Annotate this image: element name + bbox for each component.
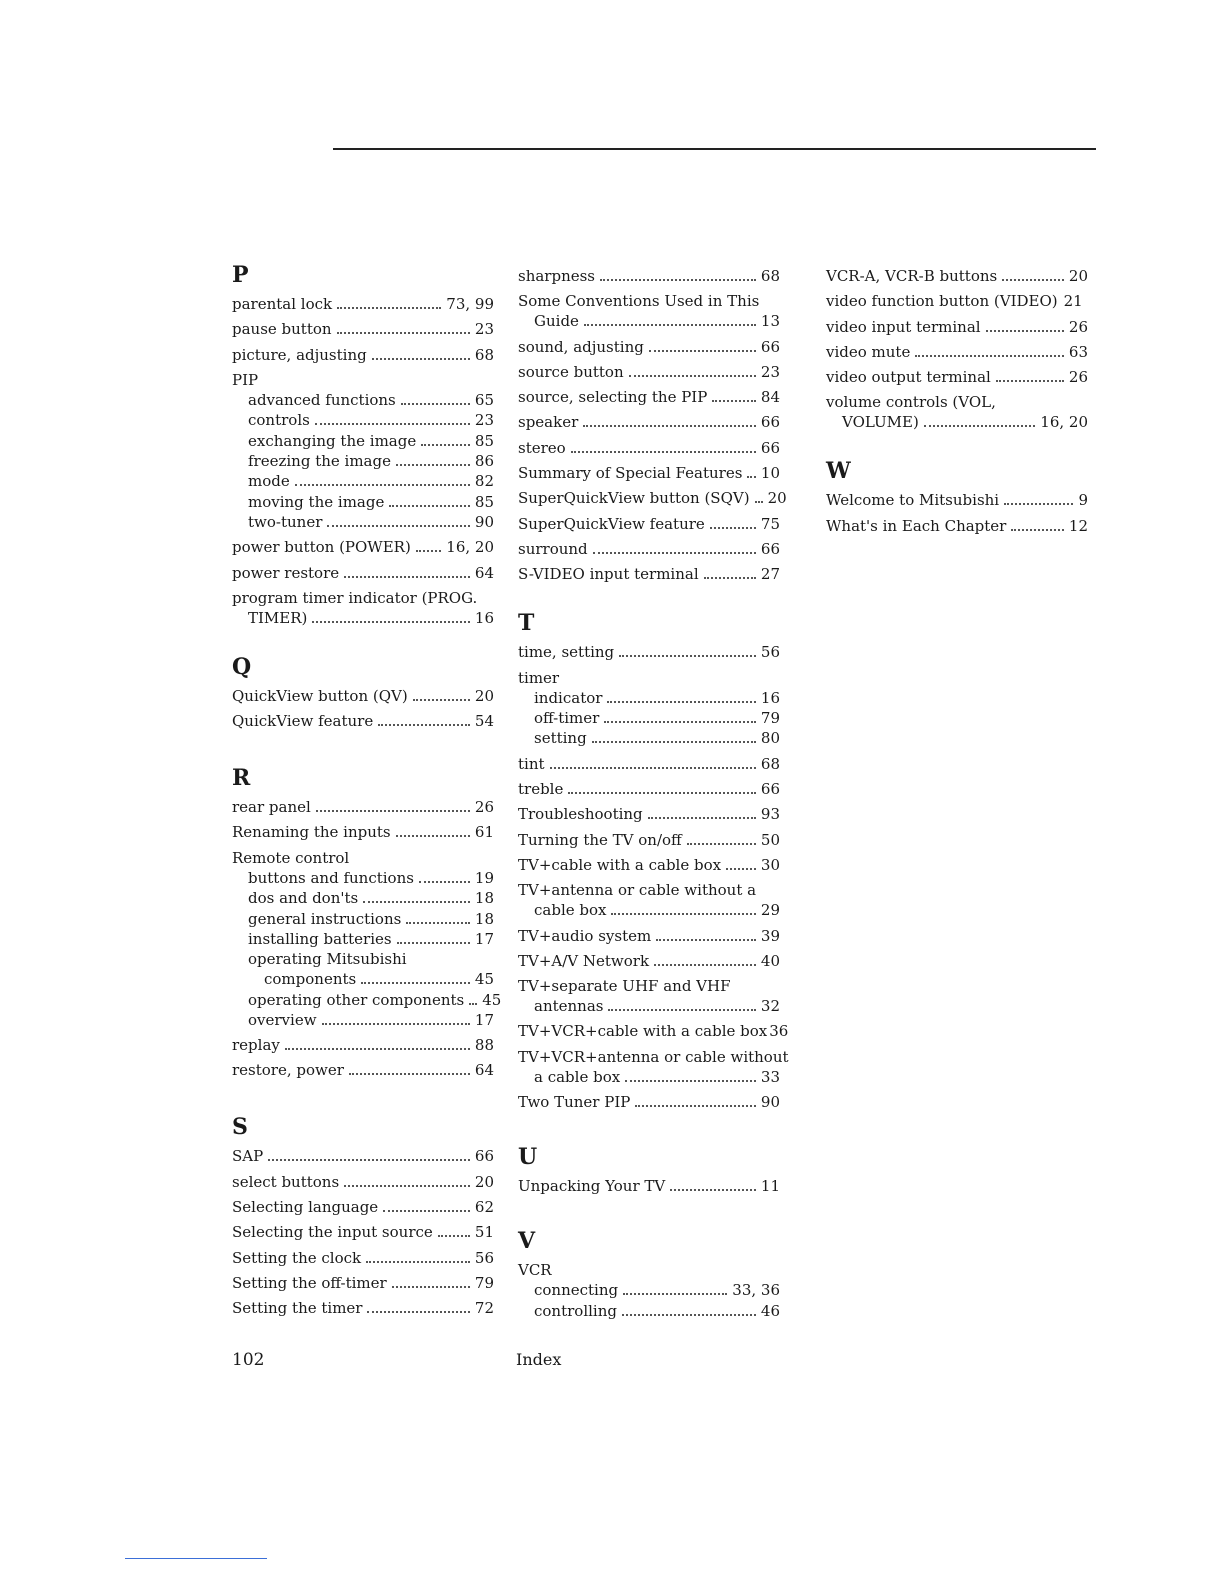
index-subentry (232, 929, 494, 949)
entry-pages: 66 (760, 438, 780, 457)
index-subentry (518, 708, 780, 728)
index-entry (232, 1273, 494, 1293)
index-section-s (232, 1114, 494, 1318)
page-number: 102 (232, 1350, 265, 1370)
index-section-r (232, 765, 502, 1080)
section-letter: T (518, 610, 535, 637)
section-letter: R (232, 765, 251, 792)
entry-pages: 54 (474, 712, 494, 731)
entry-label: moving the image (248, 492, 385, 511)
entry-label: dos and don'ts (248, 889, 359, 908)
entry-pages: 86 (474, 452, 494, 471)
entry-label-line2: Guide (534, 312, 579, 331)
header-rule (333, 148, 1096, 150)
index-subentry (232, 888, 494, 908)
entry-label: setting (534, 729, 587, 748)
entry-pages: 33, 36 (732, 1281, 780, 1300)
index-entry (232, 537, 494, 557)
entry-label: S-VIDEO input terminal (518, 565, 699, 584)
index-subentry (232, 410, 494, 430)
index-entry (518, 387, 780, 407)
entry-pages: 66 (760, 539, 780, 558)
index-entry (518, 951, 780, 971)
entry-pages: 23 (474, 320, 494, 339)
index-entry (518, 463, 780, 483)
entry-label: Setting the clock (232, 1248, 362, 1267)
index-entry (232, 822, 494, 842)
entry-label: SuperQuickView button (SQV) (518, 489, 750, 508)
entry-label: source button (518, 362, 624, 381)
section-letter: P (232, 262, 249, 288)
entry-label: connecting (534, 1281, 619, 1300)
entry-label-line1: volume controls (VOL, (826, 393, 996, 412)
index-entry (232, 563, 494, 583)
index-entry (826, 490, 1088, 510)
index-entry (518, 830, 780, 850)
index-subentry (518, 688, 780, 708)
index-section-v-continued (826, 266, 1088, 432)
index-subentry (232, 868, 494, 888)
entry-label: video input terminal (826, 317, 981, 336)
entry-pages: 68 (760, 267, 780, 285)
entry-pages: 61 (474, 823, 494, 842)
entry-pages: 68 (760, 754, 780, 773)
entry-pages: 90 (760, 1093, 780, 1112)
index-subentry (232, 512, 494, 532)
entry-pages: 17 (474, 1010, 494, 1029)
index-entry (518, 1021, 789, 1041)
entry-pages: 85 (474, 492, 494, 511)
entry-pages: 64 (474, 1061, 494, 1080)
index-subentry (232, 990, 502, 1010)
entry-pages: 56 (760, 643, 780, 662)
entry-label: video output terminal (826, 368, 991, 387)
entry-pages: 26 (1068, 368, 1088, 387)
index-subentry (232, 1010, 494, 1030)
entry-label: VCR-A, VCR-B buttons (826, 267, 998, 285)
index-entry-heading (518, 1260, 780, 1280)
entry-label: tint (518, 754, 545, 773)
entry-pages: 32 (760, 997, 780, 1016)
entry-pages: 18 (474, 909, 494, 928)
index-entry (518, 804, 780, 824)
entry-label: Renaming the inputs (232, 823, 391, 842)
entry-pages: 45 (474, 970, 494, 989)
index-entry (518, 514, 780, 534)
index-entry-wrapped (518, 976, 780, 1016)
index-section-t (518, 610, 789, 1112)
entry-pages: 21 (1063, 292, 1083, 311)
entry-label: Selecting the input source (232, 1223, 433, 1242)
entry-pages: 79 (474, 1273, 494, 1292)
entry-pages: 16, 20 (446, 538, 494, 557)
entry-label: Summary of Special Features (518, 464, 743, 483)
entry-label: Welcome to Mitsubishi (826, 491, 1000, 510)
index-entry (518, 337, 780, 357)
entry-label: overview (248, 1010, 317, 1029)
section-letter: W (826, 458, 851, 485)
entry-pages: 72 (474, 1299, 494, 1318)
entry-label: QuickView feature (232, 712, 374, 731)
index-section-s-continued (518, 266, 787, 584)
entry-label: Remote control (232, 848, 350, 867)
entry-pages: 75 (760, 514, 780, 533)
entry-label: replay (232, 1036, 280, 1055)
index-entry (232, 1172, 494, 1192)
index-column-2 (518, 262, 789, 1347)
index-entry-heading (232, 848, 494, 868)
entry-pages: 23 (760, 362, 780, 381)
entry-pages: 82 (474, 472, 494, 491)
entry-pages: 26 (1068, 317, 1088, 336)
index-column-3 (826, 262, 1088, 562)
entry-pages: 39 (760, 926, 780, 945)
entry-label-line2: components (264, 970, 357, 989)
index-entry (518, 488, 787, 508)
index-entry (232, 797, 494, 817)
entry-label: source, selecting the PIP (518, 388, 708, 407)
index-entry-heading (518, 668, 780, 688)
index-entry (232, 1222, 494, 1242)
index-column-1 (232, 262, 502, 1344)
index-entry (518, 855, 780, 875)
entry-pages: 40 (760, 951, 780, 970)
footer-section-label: Index (516, 1350, 562, 1369)
entry-pages: 73, 99 (446, 295, 494, 313)
entry-pages: 66 (760, 413, 780, 432)
entry-pages: 20 (474, 1172, 494, 1191)
entry-pages: 63 (1068, 342, 1088, 361)
entry-label: QuickView button (QV) (232, 686, 408, 705)
entry-pages: 56 (474, 1248, 494, 1267)
entry-label: buttons and functions (248, 869, 414, 888)
entry-label: time, setting (518, 643, 615, 662)
entry-pages: 20 (767, 489, 787, 508)
index-entry (232, 1248, 494, 1268)
entry-pages: 65 (474, 391, 494, 410)
entry-pages: 66 (760, 780, 780, 799)
index-section-q (232, 654, 494, 731)
entry-label: restore, power (232, 1061, 344, 1080)
index-entry (518, 642, 780, 662)
entry-label: stereo (518, 438, 566, 457)
entry-label-line1: operating Mitsubishi (248, 950, 407, 969)
entry-pages: 18 (474, 889, 494, 908)
index-entry (518, 1092, 780, 1112)
index-entry-wrapped (518, 291, 780, 331)
index-subentry (232, 390, 494, 410)
entry-label-line1: TV+VCR+antenna or cable without (518, 1047, 789, 1066)
index-entry (826, 367, 1088, 387)
entry-label: Unpacking Your TV (518, 1177, 666, 1196)
entry-pages: 30 (760, 855, 780, 874)
index-entry (826, 291, 1088, 311)
entry-label: video mute (826, 342, 911, 361)
entry-pages: 66 (474, 1147, 494, 1166)
entry-label: advanced functions (248, 391, 396, 410)
entry-continuation (518, 311, 780, 331)
index-section-p (232, 262, 494, 628)
entry-label: indicator (534, 688, 603, 707)
index-subentry (232, 431, 494, 451)
entry-label: TV+cable with a cable box (518, 855, 722, 874)
index-entry-wrapped (518, 880, 780, 920)
entry-label: rear panel (232, 798, 311, 817)
entry-continuation (518, 900, 780, 920)
index-entry (232, 686, 494, 706)
index-subentry (518, 728, 780, 748)
entry-continuation (518, 996, 780, 1016)
entry-label: surround (518, 539, 588, 558)
entry-pages: 33 (760, 1067, 780, 1086)
entry-pages: 20 (1068, 267, 1088, 285)
entry-label: installing batteries (248, 929, 392, 948)
entry-pages: 51 (474, 1223, 494, 1242)
entry-label-line2: TIMER) (248, 608, 308, 627)
entry-pages: 36 (769, 1022, 789, 1041)
entry-pages: 11 (760, 1177, 780, 1196)
entry-pages: 62 (474, 1198, 494, 1217)
entry-pages: 64 (474, 563, 494, 582)
index-subentry (232, 451, 494, 471)
entry-label: What's in Each Chapter (826, 516, 1007, 535)
entry-pages: 27 (760, 565, 780, 584)
index-subentry (232, 909, 494, 929)
entry-pages: 85 (474, 431, 494, 450)
entry-label: speaker (518, 413, 579, 432)
index-entry (518, 754, 780, 774)
entry-pages: 80 (760, 729, 780, 748)
entry-pages: 88 (474, 1036, 494, 1055)
index-subentry-wrapped (232, 949, 494, 989)
entry-label: PIP (232, 370, 259, 389)
index-entry (518, 926, 780, 946)
index-entry (518, 539, 780, 559)
index-entry-wrapped (518, 1047, 789, 1087)
entry-pages: 23 (474, 411, 494, 430)
entry-continuation (248, 969, 494, 989)
entry-label: general instructions (248, 909, 402, 928)
index-entry (826, 317, 1088, 337)
entry-pages: 29 (760, 901, 780, 920)
entry-label: Setting the timer (232, 1299, 363, 1318)
entry-label: VCR (518, 1261, 552, 1280)
entry-label-line2: a cable box (534, 1067, 621, 1086)
entry-label: freezing the image (248, 452, 391, 471)
entry-label: timer (518, 668, 560, 687)
entry-label-line2: cable box (534, 901, 607, 920)
entry-pages: 93 (760, 805, 780, 824)
index-entry-wrapped (232, 588, 494, 628)
index-entry (232, 1060, 494, 1080)
entry-label: Selecting language (232, 1198, 379, 1217)
entry-pages: 19 (474, 869, 494, 888)
entry-label-line1: Some Conventions Used in This (518, 292, 760, 311)
entry-label: SuperQuickView feature (518, 514, 705, 533)
index-section-v (518, 1228, 780, 1321)
index-entry (232, 319, 494, 339)
entry-label-line1: program timer indicator (PROG. (232, 588, 478, 607)
entry-pages: 68 (474, 345, 494, 364)
entry-pages: 46 (760, 1301, 780, 1320)
index-entry (232, 1146, 494, 1166)
index-entry (826, 516, 1088, 536)
entry-pages: 9 (1078, 491, 1088, 510)
entry-pages: 16, 20 (1040, 413, 1088, 432)
entry-label: TV+audio system (518, 926, 652, 945)
entry-pages: 20 (474, 686, 494, 705)
index-entry (518, 1176, 780, 1196)
entry-label: operating other components (248, 990, 465, 1009)
entry-pages: 13 (760, 312, 780, 331)
section-letter: V (518, 1228, 536, 1255)
index-subentry (232, 492, 494, 512)
entry-continuation (826, 412, 1088, 432)
entry-continuation (518, 1067, 780, 1087)
entry-continuation (232, 608, 494, 628)
entry-label: sharpness (518, 267, 596, 285)
index-entry-heading (232, 370, 494, 390)
entry-label: Turning the TV on/off (518, 830, 682, 849)
index-entry (518, 564, 780, 584)
entry-pages: 16 (474, 608, 494, 627)
entry-label: treble (518, 780, 564, 799)
entry-label: controls (248, 411, 310, 430)
index-entry (518, 266, 780, 286)
entry-label-line2: antennas (534, 997, 604, 1016)
entry-label: two-tuner (248, 512, 323, 531)
entry-label: Troubleshooting (518, 805, 643, 824)
entry-label: select buttons (232, 1172, 340, 1191)
entry-pages: 16 (760, 688, 780, 707)
entry-label: exchanging the image (248, 431, 417, 450)
entry-label: off-timer (534, 709, 600, 728)
entry-label-line2: VOLUME) (842, 413, 919, 432)
index-entry (518, 412, 780, 432)
entry-label: TV+VCR+cable with a cable box (518, 1022, 768, 1041)
index-subentry (518, 1301, 780, 1321)
entry-label: Two Tuner PIP (518, 1093, 631, 1112)
entry-label: SAP (232, 1147, 264, 1166)
index-entry (232, 294, 494, 314)
index-entry-wrapped (826, 392, 1088, 432)
index-entry (232, 345, 494, 365)
index-section-w (826, 458, 1088, 535)
index-entry (518, 362, 780, 382)
entry-label: sound, adjusting (518, 337, 644, 356)
index-entry (232, 1035, 494, 1055)
entry-pages: 84 (760, 388, 780, 407)
section-letter: U (518, 1144, 538, 1171)
index-entry (826, 342, 1088, 362)
entry-label-line1: TV+separate UHF and VHF (518, 977, 731, 996)
bottom-link-underline (125, 1558, 267, 1559)
section-letter: S (232, 1114, 248, 1141)
entry-pages: 66 (760, 337, 780, 356)
entry-pages: 45 (482, 990, 502, 1009)
index-entry (232, 711, 494, 731)
entry-pages: 79 (760, 709, 780, 728)
entry-label: mode (248, 472, 290, 491)
entry-label: picture, adjusting (232, 345, 367, 364)
entry-label: TV+A/V Network (518, 951, 650, 970)
entry-pages: 17 (474, 929, 494, 948)
index-entry (232, 1298, 494, 1318)
entry-pages: 50 (760, 830, 780, 849)
entry-pages: 26 (474, 798, 494, 817)
index-entry (826, 266, 1088, 286)
entry-pages: 12 (1068, 516, 1088, 535)
index-section-u (518, 1144, 780, 1196)
index-subentry (232, 471, 494, 491)
entry-label: Setting the off-timer (232, 1273, 387, 1292)
entry-label: parental lock (232, 295, 333, 313)
index-entry (232, 1197, 494, 1217)
entry-label: controlling (534, 1301, 617, 1320)
entry-pages: 10 (760, 464, 780, 483)
entry-label-line1: TV+antenna or cable without a (518, 881, 757, 900)
entry-pages: 90 (474, 512, 494, 531)
entry-label: power button (POWER) (232, 538, 411, 557)
entry-label: pause button (232, 320, 332, 339)
entry-label: video function button (VIDEO) (826, 292, 1058, 311)
index-subentry (518, 1280, 780, 1300)
index-entry (518, 779, 780, 799)
entry-label: power restore (232, 563, 340, 582)
section-letter: Q (232, 653, 252, 680)
index-entry (518, 438, 780, 458)
